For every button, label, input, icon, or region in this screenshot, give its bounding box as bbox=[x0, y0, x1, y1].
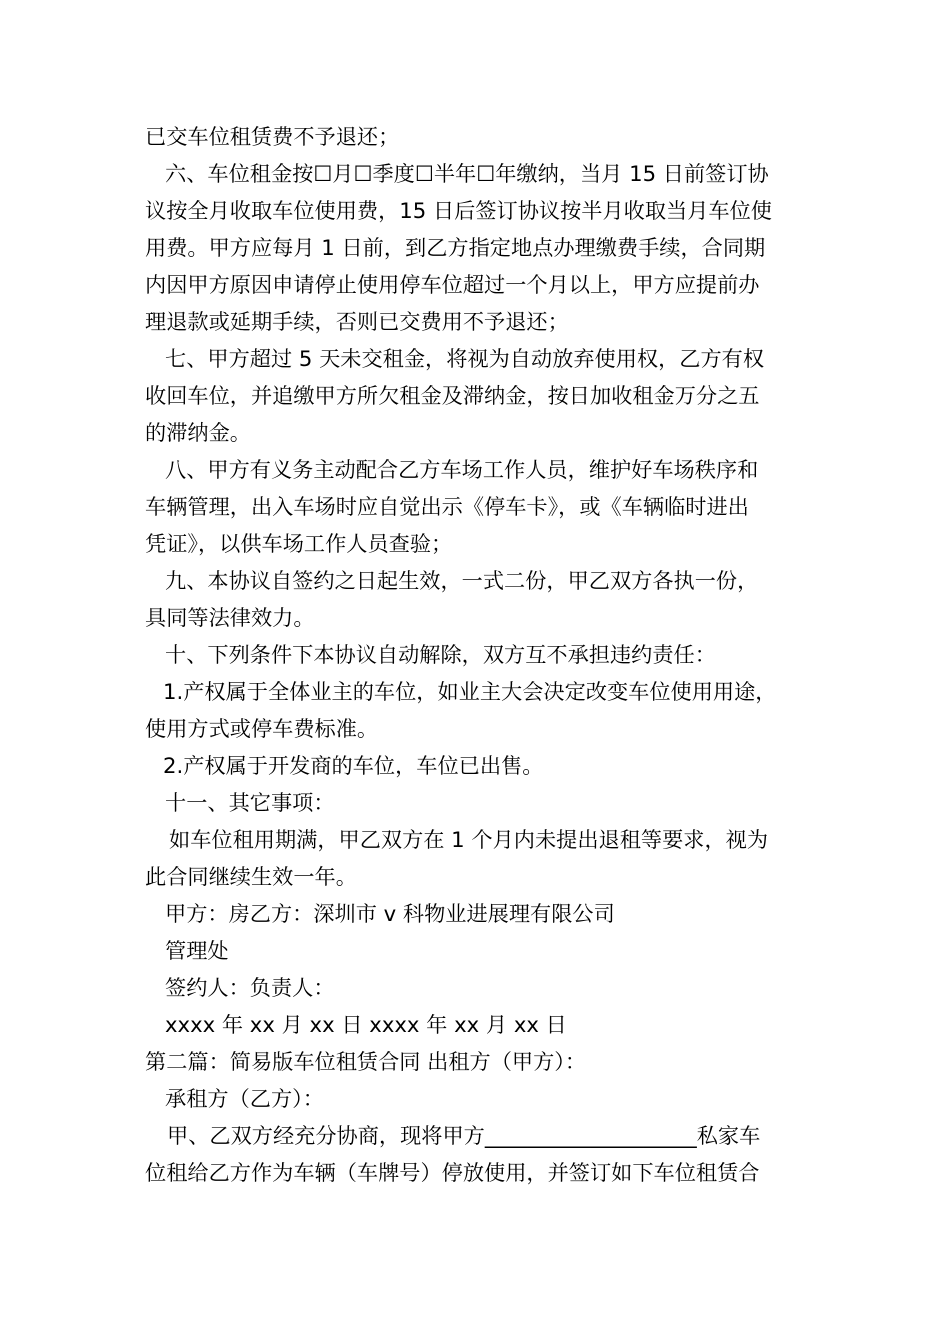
text-line: 甲、乙双方经充分协商，现将甲方____________________私家车 bbox=[167, 1123, 761, 1148]
text-line: 位租给乙方作为车辆（车牌号）停放使用，并签订如下车位租赁合 bbox=[145, 1160, 760, 1185]
text-line: 管理处 bbox=[165, 938, 229, 963]
text-line: 理退款或延期手续，否则已交费用不予退还； bbox=[145, 309, 569, 334]
text-line: 的滞纳金。 bbox=[145, 420, 251, 445]
text-line: 凭证》，以供车场工作人员查验； bbox=[145, 531, 453, 556]
text-line: 此合同继续生效一年。 bbox=[145, 864, 357, 889]
clause-9-line: 九、本协议自签约之日起生效，一式二份，甲乙双方各执一份， bbox=[165, 568, 759, 593]
signatory-line: 签约人：负责人： bbox=[165, 975, 335, 1000]
text-line: 车辆管理，出入车场时应自觉出示《停车卡》，或《车辆临时进出 bbox=[145, 494, 749, 519]
clause-6-line: 六、车位租金按☐月☐季度☐半年☐年缴纳，当月 15 日前签订协 bbox=[165, 161, 769, 186]
clause-11-line: 十一、其它事项： bbox=[165, 790, 335, 815]
text-line: 使用方式或停车费标准。 bbox=[145, 716, 379, 741]
document-body bbox=[145, 118, 810, 1191]
text-line: 具同等法律效力。 bbox=[145, 605, 315, 630]
text-line: 用费。甲方应每月 1 日前，到乙方指定地点办理缴费手续，合同期 bbox=[145, 235, 766, 260]
text-line: 如车位租用期满，甲乙双方在 1 个月内未提出退租等要求，视为 bbox=[169, 827, 769, 852]
clause-7-line: 七、甲方超过 5 天未交租金，将视为自动放弃使用权，乙方有权 bbox=[165, 346, 765, 371]
text-line: 已交车位租赁费不予退还； bbox=[145, 124, 400, 149]
sub-item-2-line: 2.产权属于开发商的车位，车位已出售。 bbox=[163, 753, 544, 778]
text-line: 内因甲方原因申请停止使用停车位超过一个月以上，甲方应提前办 bbox=[145, 272, 760, 297]
clause-10-line: 十、下列条件下本协议自动解除，双方互不承担违约责任： bbox=[165, 642, 716, 667]
clause-8-line: 八、甲方有义务主动配合乙方车场工作人员，维护好车场秩序和 bbox=[165, 457, 759, 482]
party-line: 甲方：房乙方：深圳市 v 科物业进展理有限公司 bbox=[165, 901, 615, 926]
date-line: xxxx 年 xx 月 xx 日 xxxx 年 xx 月 xx 日 bbox=[165, 1012, 567, 1037]
text-line: 收回车位，并追缴甲方所欠租金及滞纳金，按日加收租金万分之五 bbox=[145, 383, 760, 408]
lessee-line: 承租方（乙方）： bbox=[165, 1086, 324, 1111]
sub-item-1-line: 1.产权属于全体业主的车位，如业主大会决定改变车位使用用途， bbox=[163, 679, 777, 704]
section-heading: 第二篇：简易版车位租赁合同 出租方（甲方）： bbox=[145, 1049, 587, 1074]
text-line: 议按全月收取车位使用费，15 日后签订协议按半月收取当月车位使 bbox=[145, 198, 772, 223]
